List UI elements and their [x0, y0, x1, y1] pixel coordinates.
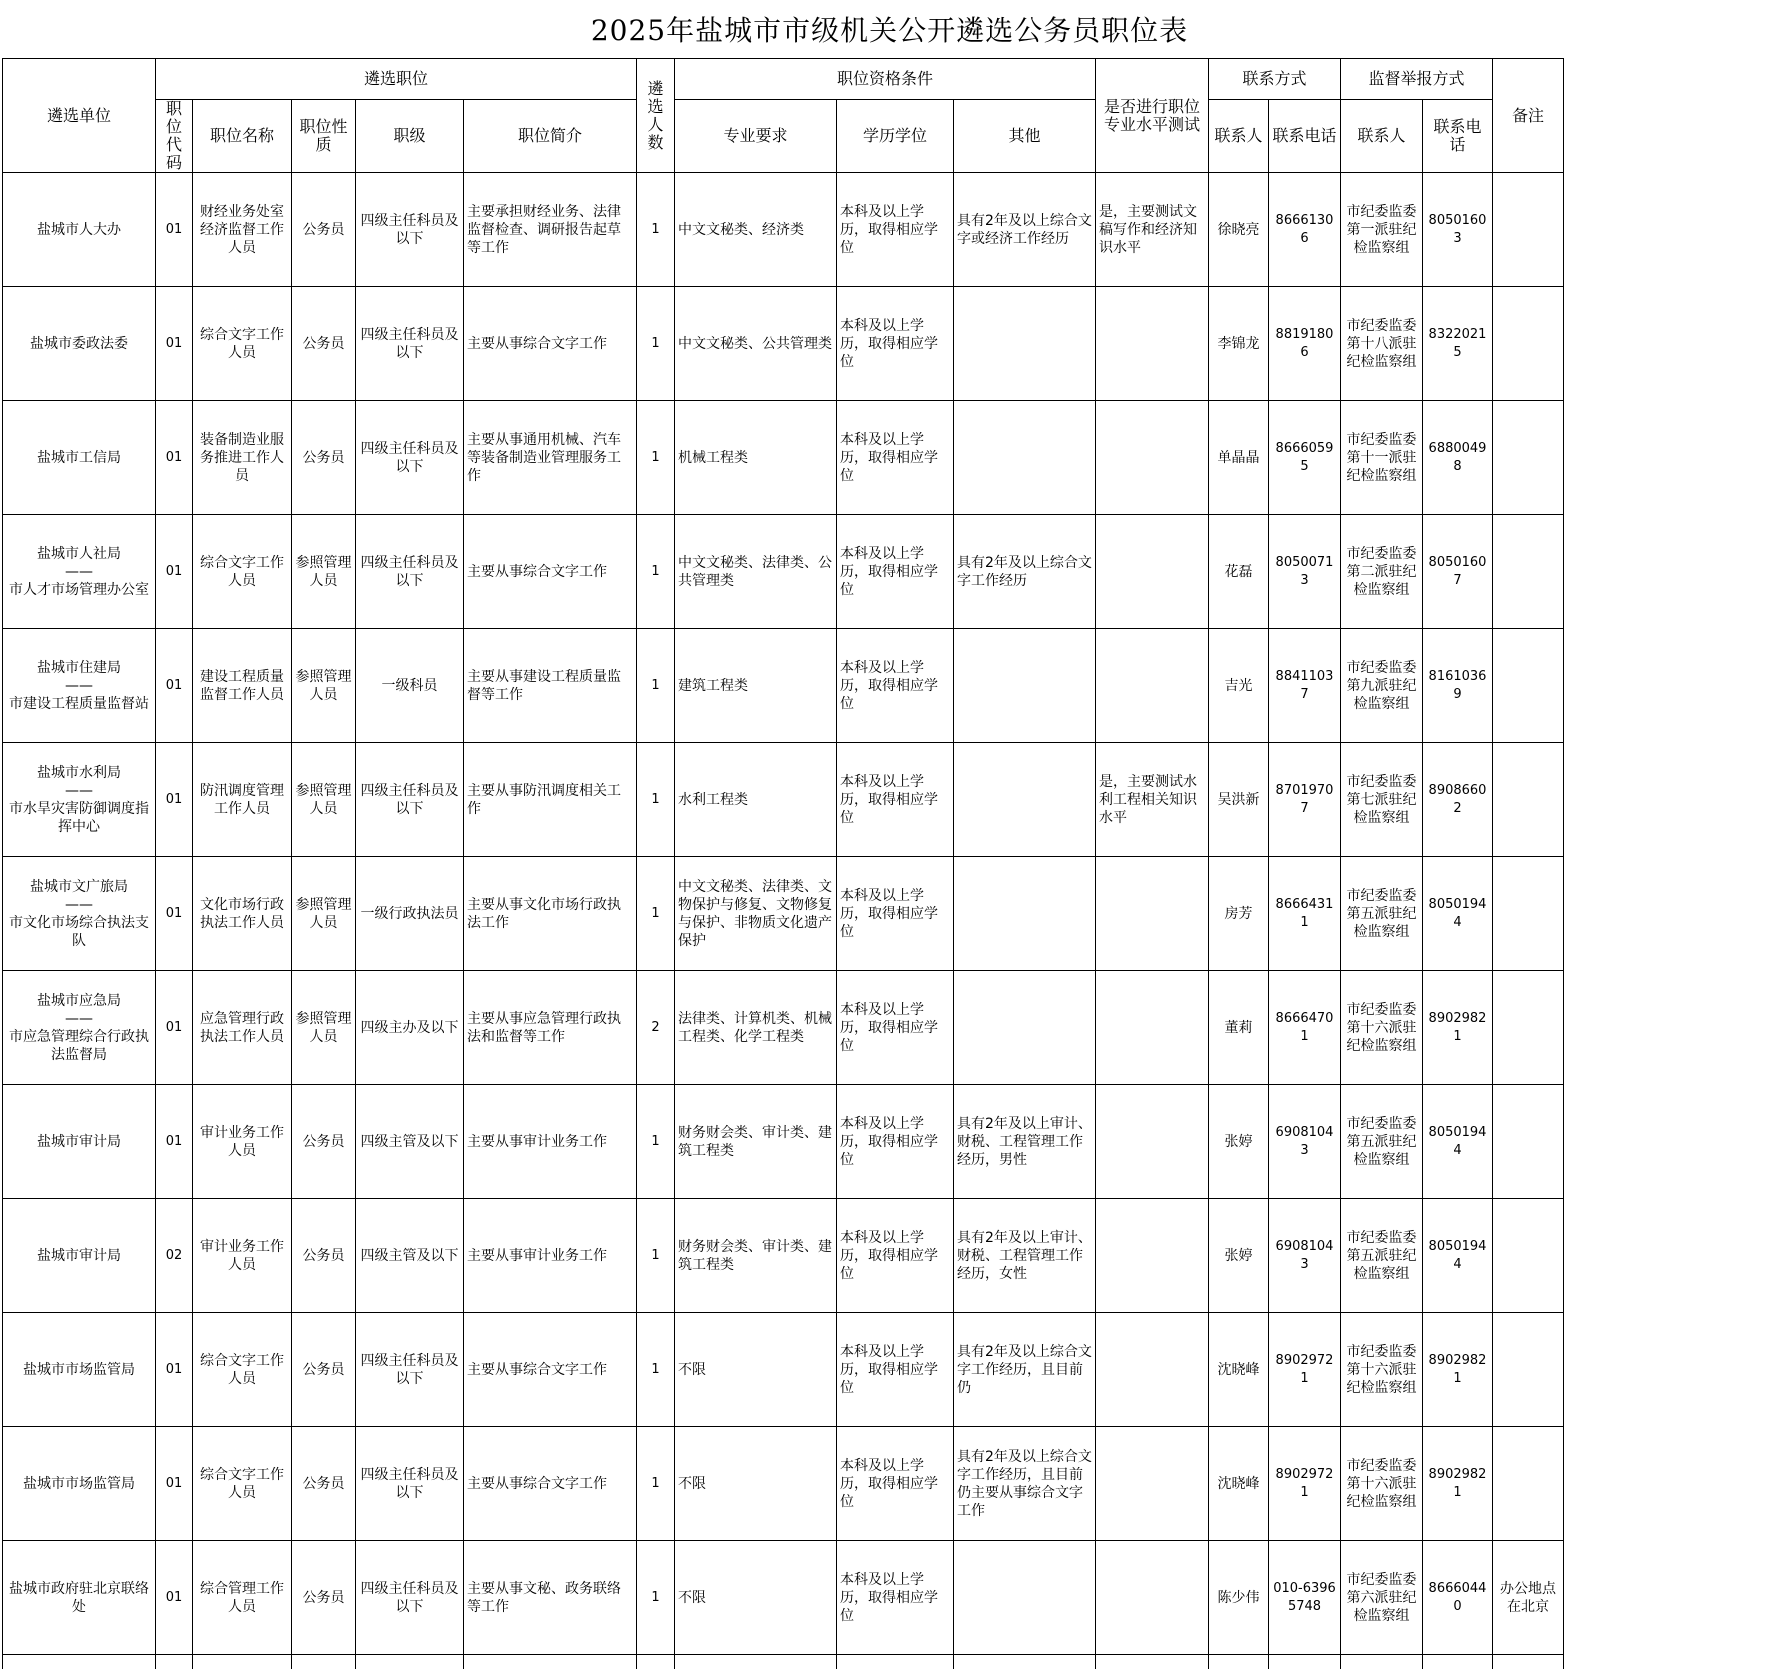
cell-sup-phone: 89029821 — [1423, 1313, 1493, 1427]
header-intro: 职位简介 — [464, 100, 637, 173]
cell-major: 中文文秘类、经济类 — [675, 173, 837, 287]
cell-intro: 主要从事应急管理行政执法和监督等工作 — [464, 971, 637, 1085]
cell-contact-person: 张婷 — [1209, 1085, 1269, 1199]
cell-count: 1 — [637, 1541, 675, 1655]
header-test: 是否进行职位专业水平测试 — [1096, 59, 1209, 173]
cell-test — [1096, 1199, 1209, 1313]
cell-code: 02 — [156, 1199, 193, 1313]
table-row — [3, 857, 1564, 971]
table-row — [3, 971, 1564, 1085]
cell-unit — [3, 1085, 156, 1199]
cell-count: 1 — [637, 1085, 675, 1199]
cell-contact-person: 董莉 — [1209, 971, 1269, 1085]
unit-line: —— — [65, 782, 93, 799]
unit-line: —— — [65, 896, 93, 913]
cell-level: 四级主办及以下 — [356, 971, 464, 1085]
cell-test — [1096, 515, 1209, 629]
cell-count: 1 — [637, 629, 675, 743]
cell-other — [954, 971, 1096, 1085]
cell-major: 法律类、计算机类、机械工程类、化学工程类 — [675, 971, 837, 1085]
header-other: 其他 — [954, 100, 1096, 173]
cell-nature: 公务员 — [292, 401, 356, 515]
cell-nature: 公务员 — [292, 173, 356, 287]
cell-intro: 主要从事通用机械、汽车等装备制造业管理服务工作 — [464, 401, 637, 515]
cell-edu: 本科及以上学历，取得相应学位 — [837, 1541, 954, 1655]
cell-other: 具有2年及以上综合文字或经济工作经历 — [954, 173, 1096, 287]
cell-code: 01 — [156, 515, 193, 629]
cell-level: 四级主任科员及以下 — [356, 515, 464, 629]
cell-code: 01 — [156, 1541, 193, 1655]
cell-intro: 主要从事综合文字工作 — [464, 287, 637, 401]
cell-sup-phone: 80501944 — [1423, 857, 1493, 971]
cell-sup-person: 市纪委监委第十八派驻纪检监察组 — [1341, 287, 1423, 401]
cell-contact-person: 张婷 — [1209, 1199, 1269, 1313]
cell-level: 四级主任科员及以下 — [356, 1541, 464, 1655]
cell-contact-person: 单晶晶 — [1209, 401, 1269, 515]
table-row — [3, 743, 1564, 857]
unit-line: 市人才市场管理办公室 — [9, 581, 149, 598]
unit-line: 盐城市文广旅局 — [30, 878, 128, 895]
cell-intro: 主要从事文化市场行政执法工作 — [464, 857, 637, 971]
cell-count: 1 — [637, 1313, 675, 1427]
unit-line: 市建设工程质量监督站 — [9, 695, 149, 712]
empty-cell — [1423, 1655, 1493, 1669]
header-code: 职位代码 — [156, 100, 193, 173]
unit-line: 盐城市应急局 — [37, 992, 121, 1009]
cell-edu: 本科及以上学历，取得相应学位 — [837, 287, 954, 401]
header-level: 职级 — [356, 100, 464, 173]
empty-cell — [1341, 1655, 1423, 1669]
unit-line: 盐城市人大办 — [37, 221, 121, 238]
cell-nature: 参照管理人员 — [292, 857, 356, 971]
cell-unit — [3, 401, 156, 515]
cell-position-name: 综合文字工作人员 — [193, 1427, 292, 1541]
cell-unit — [3, 1541, 156, 1655]
cell-edu: 本科及以上学历，取得相应学位 — [837, 173, 954, 287]
cell-position-name: 综合管理工作人员 — [193, 1541, 292, 1655]
cell-other: 具有2年及以上审计、财税、工程管理工作经历，男性 — [954, 1085, 1096, 1199]
cell-edu: 本科及以上学历，取得相应学位 — [837, 857, 954, 971]
cell-level: 四级主管及以下 — [356, 1199, 464, 1313]
cell-level: 四级主任科员及以下 — [356, 1427, 464, 1541]
cell-contact-phone: 010-63965748 — [1269, 1541, 1341, 1655]
cell-contact-phone: 89029721 — [1269, 1427, 1341, 1541]
cell-position-name: 审计业务工作人员 — [193, 1085, 292, 1199]
header-edu: 学历学位 — [837, 100, 954, 173]
cell-major: 中文文秘类、法律类、公共管理类 — [675, 515, 837, 629]
cell-code: 01 — [156, 971, 193, 1085]
cell-other: 具有2年及以上审计、财税、工程管理工作经历，女性 — [954, 1199, 1096, 1313]
cell-intro: 主要从事审计业务工作 — [464, 1199, 637, 1313]
header-nature: 职位性质 — [292, 100, 356, 173]
cell-contact-person: 沈晓峰 — [1209, 1427, 1269, 1541]
cell-level: 四级主任科员及以下 — [356, 287, 464, 401]
cell-remark: 办公地点在北京 — [1493, 1541, 1564, 1655]
cell-contact-phone: 86660595 — [1269, 401, 1341, 515]
cell-edu: 本科及以上学历，取得相应学位 — [837, 743, 954, 857]
cell-contact-person: 沈晓峰 — [1209, 1313, 1269, 1427]
cell-intro: 主要从事防汛调度相关工作 — [464, 743, 637, 857]
cell-sup-person: 市纪委监委第十六派驻纪检监察组 — [1341, 971, 1423, 1085]
cell-other — [954, 1541, 1096, 1655]
header-sup-phone: 联系电话 — [1423, 100, 1493, 173]
cell-code: 01 — [156, 743, 193, 857]
cell-remark — [1493, 287, 1564, 401]
cell-sup-person: 市纪委监委第七派驻纪检监察组 — [1341, 743, 1423, 857]
cell-count: 1 — [637, 287, 675, 401]
cell-edu: 本科及以上学历，取得相应学位 — [837, 515, 954, 629]
table-tail-row — [3, 1655, 1564, 1669]
cell-unit — [3, 971, 156, 1085]
cell-unit — [3, 1313, 156, 1427]
empty-cell — [1209, 1655, 1269, 1669]
empty-cell — [954, 1655, 1096, 1669]
empty-cell — [193, 1655, 292, 1669]
cell-count: 1 — [637, 515, 675, 629]
cell-count: 1 — [637, 743, 675, 857]
cell-sup-phone: 83220215 — [1423, 287, 1493, 401]
cell-code: 01 — [156, 629, 193, 743]
empty-cell — [1493, 1655, 1564, 1669]
cell-nature: 公务员 — [292, 1541, 356, 1655]
header-name: 职位名称 — [193, 100, 292, 173]
cell-code: 01 — [156, 401, 193, 515]
cell-test — [1096, 971, 1209, 1085]
cell-position-name: 文化市场行政执法工作人员 — [193, 857, 292, 971]
cell-sup-person: 市纪委监委第一派驻纪检监察组 — [1341, 173, 1423, 287]
cell-level: 一级行政执法员 — [356, 857, 464, 971]
cell-contact-person: 吉光 — [1209, 629, 1269, 743]
cell-nature: 参照管理人员 — [292, 743, 356, 857]
cell-intro: 主要从事审计业务工作 — [464, 1085, 637, 1199]
cell-intro: 主要从事文秘、政务联络等工作 — [464, 1541, 637, 1655]
cell-other — [954, 287, 1096, 401]
unit-line: 市文化市场综合执法支队 — [9, 914, 149, 949]
cell-count: 1 — [637, 401, 675, 515]
cell-sup-person: 市纪委监委第十六派驻纪检监察组 — [1341, 1427, 1423, 1541]
table-row — [3, 173, 1564, 287]
cell-contact-phone: 89029721 — [1269, 1313, 1341, 1427]
cell-test — [1096, 1541, 1209, 1655]
cell-code: 01 — [156, 287, 193, 401]
header-row-1 — [3, 59, 1564, 100]
cell-position-name: 综合文字工作人员 — [193, 287, 292, 401]
cell-level: 一级科员 — [356, 629, 464, 743]
unit-line: 盐城市市场监管局 — [23, 1475, 135, 1492]
cell-remark — [1493, 971, 1564, 1085]
cell-position-name: 装备制造业服务推进工作人员 — [193, 401, 292, 515]
cell-edu: 本科及以上学历，取得相应学位 — [837, 971, 954, 1085]
empty-cell — [356, 1655, 464, 1669]
position-table — [2, 58, 1564, 1669]
cell-test — [1096, 1085, 1209, 1199]
cell-test — [1096, 1313, 1209, 1427]
cell-sup-person: 市纪委监委第九派驻纪检监察组 — [1341, 629, 1423, 743]
cell-position-name: 财经业务处室经济监督工作人员 — [193, 173, 292, 287]
cell-major: 不限 — [675, 1313, 837, 1427]
cell-remark — [1493, 173, 1564, 287]
cell-edu: 本科及以上学历，取得相应学位 — [837, 1313, 954, 1427]
cell-nature: 参照管理人员 — [292, 515, 356, 629]
cell-nature: 公务员 — [292, 1085, 356, 1199]
cell-sup-phone: 89086602 — [1423, 743, 1493, 857]
cell-unit — [3, 857, 156, 971]
cell-other — [954, 629, 1096, 743]
table-row — [3, 1199, 1564, 1313]
cell-remark — [1493, 401, 1564, 515]
cell-sup-phone: 80501607 — [1423, 515, 1493, 629]
cell-remark — [1493, 1313, 1564, 1427]
cell-sup-phone: 86660440 — [1423, 1541, 1493, 1655]
cell-nature: 公务员 — [292, 287, 356, 401]
empty-cell — [637, 1655, 675, 1669]
cell-nature: 公务员 — [292, 1199, 356, 1313]
unit-line: 市水旱灾害防御调度指挥中心 — [9, 800, 149, 835]
cell-major: 中文文秘类、公共管理类 — [675, 287, 837, 401]
cell-remark — [1493, 1199, 1564, 1313]
cell-intro: 主要承担财经业务、法律监督检查、调研报告起草等工作 — [464, 173, 637, 287]
cell-contact-phone: 88191806 — [1269, 287, 1341, 401]
cell-sup-person: 市纪委监委第五派驻纪检监察组 — [1341, 1085, 1423, 1199]
cell-contact-phone: 69081043 — [1269, 1199, 1341, 1313]
cell-position-name: 防汛调度管理工作人员 — [193, 743, 292, 857]
cell-sup-phone: 89029821 — [1423, 1427, 1493, 1541]
table-row — [3, 1085, 1564, 1199]
cell-sup-phone: 80501603 — [1423, 173, 1493, 287]
cell-remark — [1493, 515, 1564, 629]
header-contact-person: 联系人 — [1209, 100, 1269, 173]
empty-cell — [156, 1655, 193, 1669]
cell-major: 财务财会类、审计类、建筑工程类 — [675, 1199, 837, 1313]
cell-major: 建筑工程类 — [675, 629, 837, 743]
unit-line: —— — [65, 677, 93, 694]
cell-remark — [1493, 857, 1564, 971]
cell-level: 四级主管及以下 — [356, 1085, 464, 1199]
cell-other — [954, 401, 1096, 515]
cell-contact-person: 房芳 — [1209, 857, 1269, 971]
empty-cell — [464, 1655, 637, 1669]
cell-contact-phone: 80500713 — [1269, 515, 1341, 629]
cell-edu: 本科及以上学历，取得相应学位 — [837, 1085, 954, 1199]
header-contact-group: 联系方式 — [1209, 59, 1341, 100]
cell-level: 四级主任科员及以下 — [356, 743, 464, 857]
cell-contact-phone: 86664311 — [1269, 857, 1341, 971]
empty-cell — [1096, 1655, 1209, 1669]
cell-contact-person: 花磊 — [1209, 515, 1269, 629]
cell-edu: 本科及以上学历，取得相应学位 — [837, 1199, 954, 1313]
cell-sup-phone: 80501944 — [1423, 1199, 1493, 1313]
cell-test — [1096, 287, 1209, 401]
cell-test — [1096, 401, 1209, 515]
cell-unit — [3, 1427, 156, 1541]
header-qualification-group: 职位资格条件 — [675, 59, 1096, 100]
unit-line: —— — [65, 563, 93, 580]
cell-unit — [3, 1199, 156, 1313]
cell-sup-phone: 68800498 — [1423, 401, 1493, 515]
cell-sup-phone: 89029821 — [1423, 971, 1493, 1085]
table-row — [3, 287, 1564, 401]
cell-level: 四级主任科员及以下 — [356, 1313, 464, 1427]
cell-major: 财务财会类、审计类、建筑工程类 — [675, 1085, 837, 1199]
unit-line: 市应急管理综合行政执法监督局 — [9, 1028, 149, 1063]
header-supervise-group: 监督举报方式 — [1341, 59, 1493, 100]
unit-line: 盐城市水利局 — [37, 764, 121, 781]
cell-major: 不限 — [675, 1427, 837, 1541]
cell-remark — [1493, 743, 1564, 857]
cell-code: 01 — [156, 857, 193, 971]
cell-position-name: 综合文字工作人员 — [193, 1313, 292, 1427]
cell-level: 四级主任科员及以下 — [356, 401, 464, 515]
cell-edu: 本科及以上学历，取得相应学位 — [837, 629, 954, 743]
cell-contact-person: 吴洪新 — [1209, 743, 1269, 857]
cell-sup-person: 市纪委监委第六派驻纪检监察组 — [1341, 1541, 1423, 1655]
cell-nature: 参照管理人员 — [292, 971, 356, 1085]
header-row-2 — [3, 100, 1564, 173]
header-remark: 备注 — [1493, 59, 1564, 173]
empty-cell — [3, 1655, 156, 1669]
cell-contact-phone: 69081043 — [1269, 1085, 1341, 1199]
cell-other — [954, 743, 1096, 857]
cell-sup-person: 市纪委监委第二派驻纪检监察组 — [1341, 515, 1423, 629]
cell-intro: 主要从事综合文字工作 — [464, 1427, 637, 1541]
empty-cell — [292, 1655, 356, 1669]
cell-remark — [1493, 1085, 1564, 1199]
cell-intro: 主要从事建设工程质量监督等工作 — [464, 629, 637, 743]
cell-position-name: 应急管理行政执法工作人员 — [193, 971, 292, 1085]
cell-major: 不限 — [675, 1541, 837, 1655]
cell-contact-phone: 88411037 — [1269, 629, 1341, 743]
cell-unit — [3, 629, 156, 743]
unit-line: 盐城市工信局 — [37, 449, 121, 466]
cell-major: 水利工程类 — [675, 743, 837, 857]
unit-line: 盐城市审计局 — [37, 1133, 121, 1150]
cell-level: 四级主任科员及以下 — [356, 173, 464, 287]
cell-count: 1 — [637, 857, 675, 971]
unit-line: 盐城市市场监管局 — [23, 1361, 135, 1378]
empty-cell — [837, 1655, 954, 1669]
cell-unit — [3, 173, 156, 287]
table-row — [3, 1541, 1564, 1655]
cell-other: 具有2年及以上综合文字工作经历，且目前仍主要从事综合文字工作 — [954, 1427, 1096, 1541]
table-row — [3, 1313, 1564, 1427]
unit-line: 盐城市审计局 — [37, 1247, 121, 1264]
cell-position-name: 综合文字工作人员 — [193, 515, 292, 629]
cell-nature: 参照管理人员 — [292, 629, 356, 743]
cell-sup-person: 市纪委监委第十一派驻纪检监察组 — [1341, 401, 1423, 515]
table-row — [3, 401, 1564, 515]
table-row — [3, 629, 1564, 743]
cell-intro: 主要从事综合文字工作 — [464, 1313, 637, 1427]
header-major: 专业要求 — [675, 100, 837, 173]
cell-test — [1096, 1427, 1209, 1541]
cell-unit — [3, 287, 156, 401]
empty-cell — [1269, 1655, 1341, 1669]
cell-contact-phone: 86664701 — [1269, 971, 1341, 1085]
table-row — [3, 515, 1564, 629]
cell-unit — [3, 743, 156, 857]
header-count: 遴选人数 — [637, 59, 675, 173]
cell-position-name: 建设工程质量监督工作人员 — [193, 629, 292, 743]
cell-test: 是，主要测试水利工程相关知识水平 — [1096, 743, 1209, 857]
cell-contact-phone: 87019707 — [1269, 743, 1341, 857]
cell-other — [954, 857, 1096, 971]
cell-contact-person: 李锦龙 — [1209, 287, 1269, 401]
cell-test: 是，主要测试文稿写作和经济知识水平 — [1096, 173, 1209, 287]
cell-code: 01 — [156, 173, 193, 287]
cell-major: 机械工程类 — [675, 401, 837, 515]
cell-remark — [1493, 1427, 1564, 1541]
cell-sup-phone: 81610369 — [1423, 629, 1493, 743]
unit-line: 盐城市政府驻北京联络处 — [9, 1580, 149, 1615]
cell-count: 1 — [637, 173, 675, 287]
cell-count: 1 — [637, 1199, 675, 1313]
cell-other: 具有2年及以上综合文字工作经历 — [954, 515, 1096, 629]
cell-code: 01 — [156, 1085, 193, 1199]
header-position-group: 遴选职位 — [156, 59, 637, 100]
header-contact-phone: 联系电话 — [1269, 100, 1341, 173]
cell-intro: 主要从事综合文字工作 — [464, 515, 637, 629]
header-sup-person: 联系人 — [1341, 100, 1423, 173]
header-unit: 遴选单位 — [3, 59, 156, 173]
cell-count: 1 — [637, 1427, 675, 1541]
cell-major: 中文文秘类、法律类、文物保护与修复、文物修复与保护、非物质文化遗产保护 — [675, 857, 837, 971]
page-title: 2025年盐城市市级机关公开遴选公务员职位表 — [590, 14, 1189, 47]
cell-sup-person: 市纪委监委第十六派驻纪检监察组 — [1341, 1313, 1423, 1427]
cell-remark — [1493, 629, 1564, 743]
cell-test — [1096, 857, 1209, 971]
empty-cell — [675, 1655, 837, 1669]
cell-code: 01 — [156, 1427, 193, 1541]
cell-other: 具有2年及以上综合文字工作经历，且目前仍 — [954, 1313, 1096, 1427]
cell-edu: 本科及以上学历，取得相应学位 — [837, 1427, 954, 1541]
cell-nature: 公务员 — [292, 1427, 356, 1541]
cell-edu: 本科及以上学历，取得相应学位 — [837, 401, 954, 515]
cell-sup-person: 市纪委监委第五派驻纪检监察组 — [1341, 1199, 1423, 1313]
table-row — [3, 1427, 1564, 1541]
cell-contact-phone: 86661306 — [1269, 173, 1341, 287]
cell-contact-person: 陈少伟 — [1209, 1541, 1269, 1655]
unit-line: 盐城市人社局 — [37, 545, 121, 562]
cell-contact-person: 徐晓亮 — [1209, 173, 1269, 287]
unit-line: —— — [65, 1010, 93, 1027]
cell-nature: 公务员 — [292, 1313, 356, 1427]
unit-line: 盐城市住建局 — [37, 659, 121, 676]
cell-sup-phone: 80501944 — [1423, 1085, 1493, 1199]
cell-sup-person: 市纪委监委第五派驻纪检监察组 — [1341, 857, 1423, 971]
unit-line: 盐城市委政法委 — [30, 335, 128, 352]
cell-unit — [3, 515, 156, 629]
cell-code: 01 — [156, 1313, 193, 1427]
cell-count: 2 — [637, 971, 675, 1085]
cell-position-name: 审计业务工作人员 — [193, 1199, 292, 1313]
cell-test — [1096, 629, 1209, 743]
